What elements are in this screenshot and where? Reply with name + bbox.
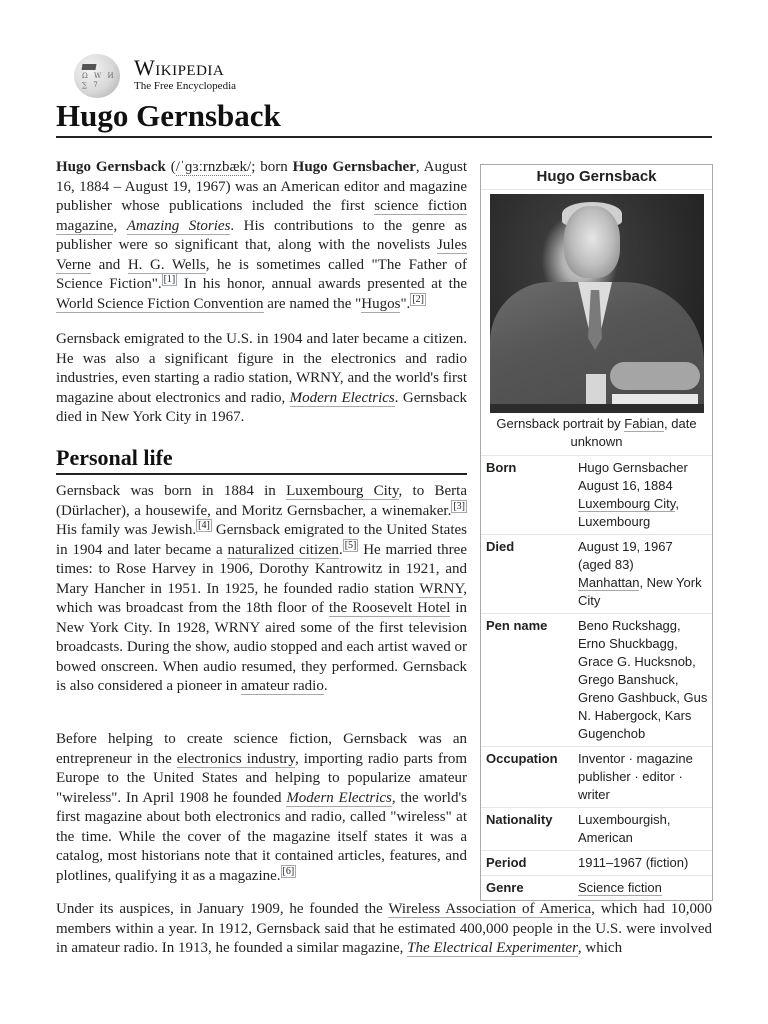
infobox-label: Period [481,851,572,876]
link-worldcon[interactable]: World Science Fiction Convention [56,295,264,312]
page-title: Hugo Gernsback [56,98,712,138]
citation-4[interactable]: [4] [198,520,210,531]
text: Hugo Gernsbacher [578,460,688,475]
text: . His contributions to the genre as publisher were so significant that, along with the novelists [56,217,468,253]
text: August 19, 1967 [578,539,673,554]
portrait-head [564,206,620,278]
text: Gernsback was born in 1884 in [56,483,287,499]
infobox-label: Genre [481,876,572,901]
site-header [72,52,236,98]
citation-1[interactable]: [1] [163,274,176,285]
text: and [90,256,128,273]
citation-3[interactable]: [3] [453,500,465,512]
infobox-row-pen-name [481,614,712,747]
image-caption [481,413,712,455]
text: , he is sometimes called "The Father of Science Fiction". [56,256,467,292]
link-modern-electrics-2[interactable] [286,790,392,807]
text: , [113,217,127,234]
text: , Luxembourg [578,496,679,529]
text: ". [400,295,411,312]
wikipedia-wordmark[interactable] [134,57,236,93]
link-text: Amazing Stories [126,217,231,234]
infobox-row-genre [481,876,712,901]
link-naturalized-citizen[interactable]: naturalized citizen [227,541,339,558]
text: Gernsback portrait by [496,416,625,431]
text: (aged 83) [578,557,634,572]
infobox-label: Pen name [481,614,572,747]
infobox-value [572,876,712,901]
link-science-fiction-magazine[interactable]: science fiction magazine [56,198,467,234]
text: , New York City [578,575,702,608]
text: , date unknown [570,416,697,449]
text: Under its auspices, in January 1909, he founded the [56,901,389,917]
citation-5[interactable]: [5] [344,539,357,551]
portrait-paper [612,394,698,404]
link-fabian[interactable]: Fabian [624,416,665,431]
text: , which had 10,000 members within a year. In 1912, Gernsback said that he estimated 400,000 people in the U.S. were involved in amateur radio. In 1913, he founded a similar magazine, [56,901,712,956]
infobox-value: Inventor · magazine publisher · editor · writer [572,747,712,808]
text: ( [165,159,176,175]
text: in New York City. In 1928, WRNY aired some of the first television broadcasts. During the show, audio stopped and each artist waved or bowed onscreen. When audio resumed, they performed. Gernsback is also considered a pioneer in [56,600,468,694]
infobox-label: Born [481,456,572,535]
intro-paragraph-1 [56,158,467,314]
personal-life-paragraph-3 [56,900,712,959]
text: , the world's first magazine about both electronics and radio, called "wireless" at the time. While the cover of the magazine itself states it was a catalog, most historians note that it contained articles, features, and plotlines, qualifying it as a magazine. [56,789,467,884]
text: Before helping to create science fiction, Gernsback was an entrepreneur in the [56,731,467,767]
link-science-fiction[interactable]: Science fiction [578,880,662,895]
link-text: Modern Electrics [289,389,395,406]
text: , August 16, 1884 – August 19, 1967) was an American editor and magazine publisher whose publications included the first [56,159,467,214]
infobox-label: Died [481,535,572,614]
link-jules-verne[interactable]: Jules Verne [56,237,467,273]
text: , importing radio parts from Europe to the United States and helping to popularize amateur "wireless". In April 1908 he founded [56,750,467,806]
text: . [338,541,343,558]
citation-2[interactable]: [2] [412,293,424,305]
text: ; born [251,159,293,175]
text: He married three times: to Rose Harvey in 1906, Dorothy Kantrowitz in 1921, and Mary Hancher in 1951. In 1925, he founded radio station [56,541,467,597]
link-hg-wells[interactable]: H. G. Wells [127,256,206,273]
link-text: The Electrical Experimenter [407,940,578,956]
text: August 16, 1884 [578,478,673,493]
birth-name: Hugo Gernsbacher [292,159,416,175]
link-amateur-radio[interactable]: amateur radio [240,678,324,694]
text: His family was Jewish. [56,522,197,538]
link-electrical-experimenter[interactable] [407,940,578,957]
portrait-image[interactable] [490,194,704,413]
link-luxembourg-city-infobox[interactable]: Luxembourg City [578,496,676,511]
personal-life-paragraph-1 [56,482,467,697]
infobox-value [572,456,712,535]
infobox-value: Beno Ruckshagg, Erno Shuckbagg, Grace G. Hucksnob, Grego Banshuck, Greno Gashbuck, Gus N. Habergock, Kars Gugenchob [572,614,712,747]
infobox-label: Occupation [481,747,572,808]
link-wrny[interactable]: WRNY [419,580,464,597]
infobox-row-occupation [481,747,712,808]
citation-6[interactable]: [6] [282,865,295,877]
text: , to Berta (Dürlacher), a housewife, and Moritz Gernsbacher, a winemaker. [56,483,468,519]
portrait-hands [610,362,700,390]
ipa-pronunciation-link[interactable]: /ˈɡɜːrnzbæk/ [175,159,252,175]
link-luxembourg-city[interactable]: Luxembourg City [286,483,399,499]
wordmark-tagline: The Free Encyclopedia [134,80,237,92]
link-text: Modern Electrics [286,789,392,806]
infobox-row-born [481,456,712,535]
infobox-value [572,535,712,614]
portrait-desk [490,404,704,413]
wordmark-name: Wikipedia [134,55,225,80]
link-modern-electrics[interactable] [290,390,395,407]
infobox-value: 1911–1967 (fiction) [572,851,712,876]
link-electronics-industry[interactable]: electronics industry [176,750,295,767]
link-amazing-stories[interactable] [127,218,231,235]
link-roosevelt-hotel[interactable]: the Roosevelt Hotel [328,600,451,616]
intro-paragraph-2 [56,330,467,428]
infobox-row-period [481,851,712,876]
infobox-row-died [481,535,712,614]
wikipedia-globe-icon[interactable] [72,52,124,98]
infobox-title: Hugo Gernsback [481,165,712,190]
text: are named the " [263,295,362,312]
portrait-cuff [586,374,606,408]
link-manhattan[interactable]: Manhattan [578,575,640,590]
infobox-value: Luxembourgish, American [572,808,712,851]
text: In his honor, annual awards presented at the [177,276,467,292]
link-wireless-association[interactable]: Wireless Association of America [388,901,592,917]
infobox [480,164,713,901]
subject-name: Hugo Gernsback [56,159,166,175]
text: . Gernsback died in New York City in 1967. [56,389,467,425]
infobox-row-nationality [481,808,712,851]
link-hugos[interactable]: Hugos [361,295,401,312]
personal-life-paragraph-2 [56,730,467,886]
text: Gernsback emigrated to the United States in 1904 and later became a [56,522,467,558]
text: Gernsback emigrated to the U.S. in 1904 and later became a citizen. He was also a significant figure in the electronics and radio industries, even starting a radio station, WRNY, and the world's first magazine about electronics and radio, [56,331,467,406]
section-heading-personal-life: Personal life [56,444,467,475]
text: , which [577,940,623,956]
infobox-table [481,455,712,900]
text: , which was broadcast from the 18th floor of [56,580,467,616]
infobox-label: Nationality [481,808,572,851]
text: . [323,678,328,694]
